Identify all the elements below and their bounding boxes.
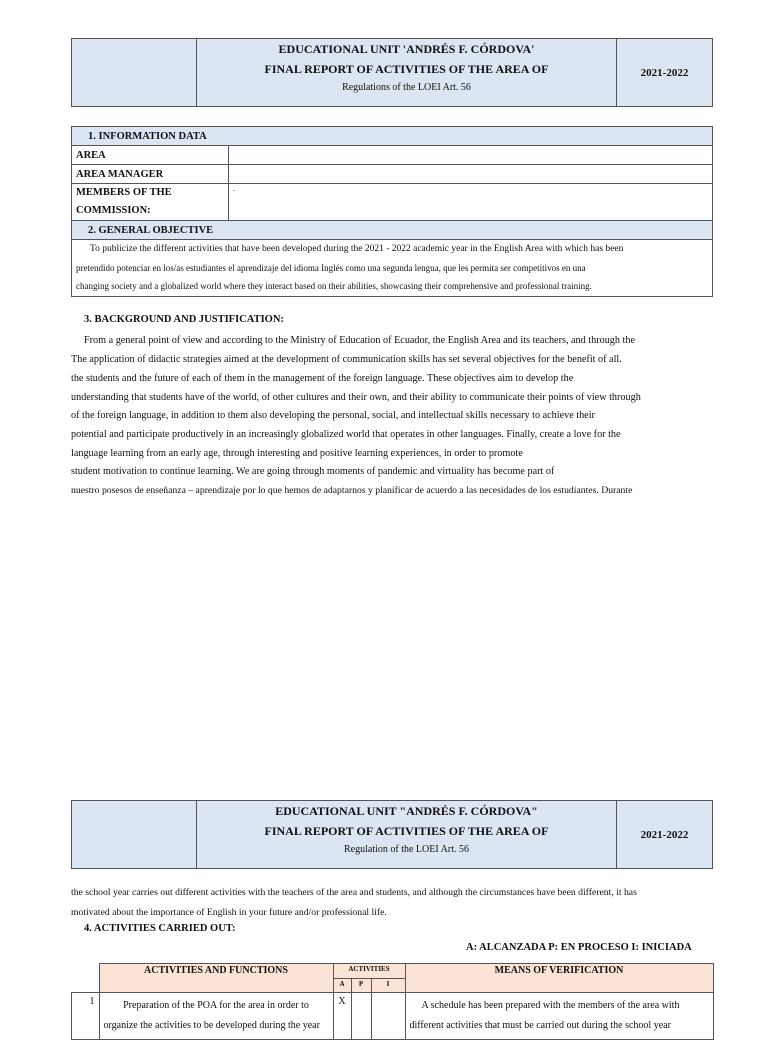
report-title: FINAL REPORT OF ACTIVITIES OF THE AREA OF [264, 62, 549, 76]
information-table [71, 126, 713, 297]
activity-description [99, 993, 333, 1040]
report-header-page2 [71, 800, 713, 869]
num-header-cell [72, 979, 100, 993]
report-header [71, 38, 713, 107]
logo-cell [72, 39, 197, 106]
members-label-line2: COMMISSION: [76, 205, 151, 216]
status-a-mark: X [333, 993, 351, 1040]
section-information-data: 1. INFORMATION DATA [72, 127, 713, 146]
area-value [229, 146, 713, 165]
section-general-objective: 2. GENERAL OBJECTIVE [72, 221, 713, 240]
objective-line: To publicize the different activities that have been developed during the 2021 - 2022 academic year in the English Area with which has been [90, 244, 624, 254]
background-line: nuestro posesos de enseñanza – aprendizaje por lo que hemos de adaptarnos y planificar de acuerdo a las necesidades de los estudiantes. Durante [71, 485, 633, 496]
background-line: From a general point of view and according to the Ministry of Education of Ecuador, the English Area and its teachers, and through the [84, 335, 635, 346]
means-header: MEANS OF VERIFICATION [405, 964, 713, 993]
means-of-verification [405, 993, 713, 1040]
activities-table [71, 963, 714, 1040]
status-p-mark [351, 993, 371, 1040]
col-i-header: I [371, 979, 405, 993]
background-line: potential and participate productively in an increasingly globalized world that operates in other languages. Finally, create a love for the [71, 429, 621, 440]
col-p-header: P [351, 979, 371, 993]
objective-text [72, 240, 713, 297]
means-line: different activities that must be carried out during the school year [409, 1020, 671, 1031]
activities-header: ACTIVITIES AND FUNCTIONS [99, 964, 333, 993]
status-i-mark [371, 993, 405, 1040]
background-line: understanding that students have of the world, of other cultures and their own, and their ability to communicate their points of view through [71, 392, 641, 403]
members-value: . [229, 184, 713, 221]
area-manager-label: AREA MANAGER [72, 165, 229, 184]
report-title: FINAL REPORT OF ACTIVITIES OF THE AREA OF [264, 824, 549, 838]
activity-line: Preparation of the POA for the area in order to [123, 1000, 309, 1011]
school-year: 2021-2022 [640, 66, 689, 79]
members-label [72, 184, 229, 221]
background-line: the students and the future of each of them in the management of the foreign language. These objectives aim to develop the [71, 373, 574, 384]
background-line: of the foreign language, in addition to them also developing the personal, social, and intellectual skills necessary to achieve their [71, 410, 595, 421]
continuation-line: motivated about the importance of English in your future and/or professional life. [71, 907, 387, 918]
regulation-text: Regulations of the LOEI Art. 56 [342, 82, 471, 93]
school-year: 2021-2022 [640, 828, 689, 841]
school-name: EDUCATIONAL UNIT 'ANDRÉS F. CÓRDOVA' [278, 42, 535, 56]
activities-title: 4. ACTIVITIES CARRIED OUT: [84, 923, 236, 934]
row-number: 1 [72, 993, 100, 1040]
background-title: 3. BACKGROUND AND JUSTIFICATION: [84, 314, 284, 325]
school-name: EDUCATIONAL UNIT "ANDRÉS F. CÓRDOVA" [275, 804, 538, 818]
background-line: language learning from an early age, through interesting and positive learning experiences, in order to promote [71, 448, 523, 459]
means-line: A schedule has been prepared with the members of the area with [421, 1000, 680, 1011]
objective-line: changing society and a globalized world where they interact based on their abilities, showcasing their comprehensive and professional training. [76, 281, 592, 291]
col-a-header: A [333, 979, 351, 993]
status-legend: A: ALCANZADA P: EN PROCESO I: INICIADA [466, 942, 692, 953]
status-header: ACTIVITIES [333, 964, 405, 979]
area-manager-value [229, 165, 713, 184]
area-label: AREA [72, 146, 229, 165]
background-line: student motivation to continue learning. We are going through moments of pandemic and virtuality has become part of [71, 466, 555, 477]
activity-line: organize the activities to be developed during the year [103, 1020, 320, 1031]
background-line: The application of didactic strategies aimed at the development of communication skills has set several objectives for the benefit of all. [71, 354, 622, 365]
logo-cell [72, 801, 197, 868]
members-label-line1: MEMBERS OF THE [76, 187, 172, 198]
continuation-line: the school year carries out different activities with the teachers of the area and students, and although the circumstances have been different, it has [71, 887, 637, 898]
objective-line: pretendido potenciar en los/as estudiantes el aprendizaje del idioma Inglés como una segunda lengua, que les permita ser competitivos en una [76, 262, 586, 273]
num-header [72, 964, 100, 979]
regulation-text: Regulation of the LOEI Art. 56 [344, 844, 469, 855]
